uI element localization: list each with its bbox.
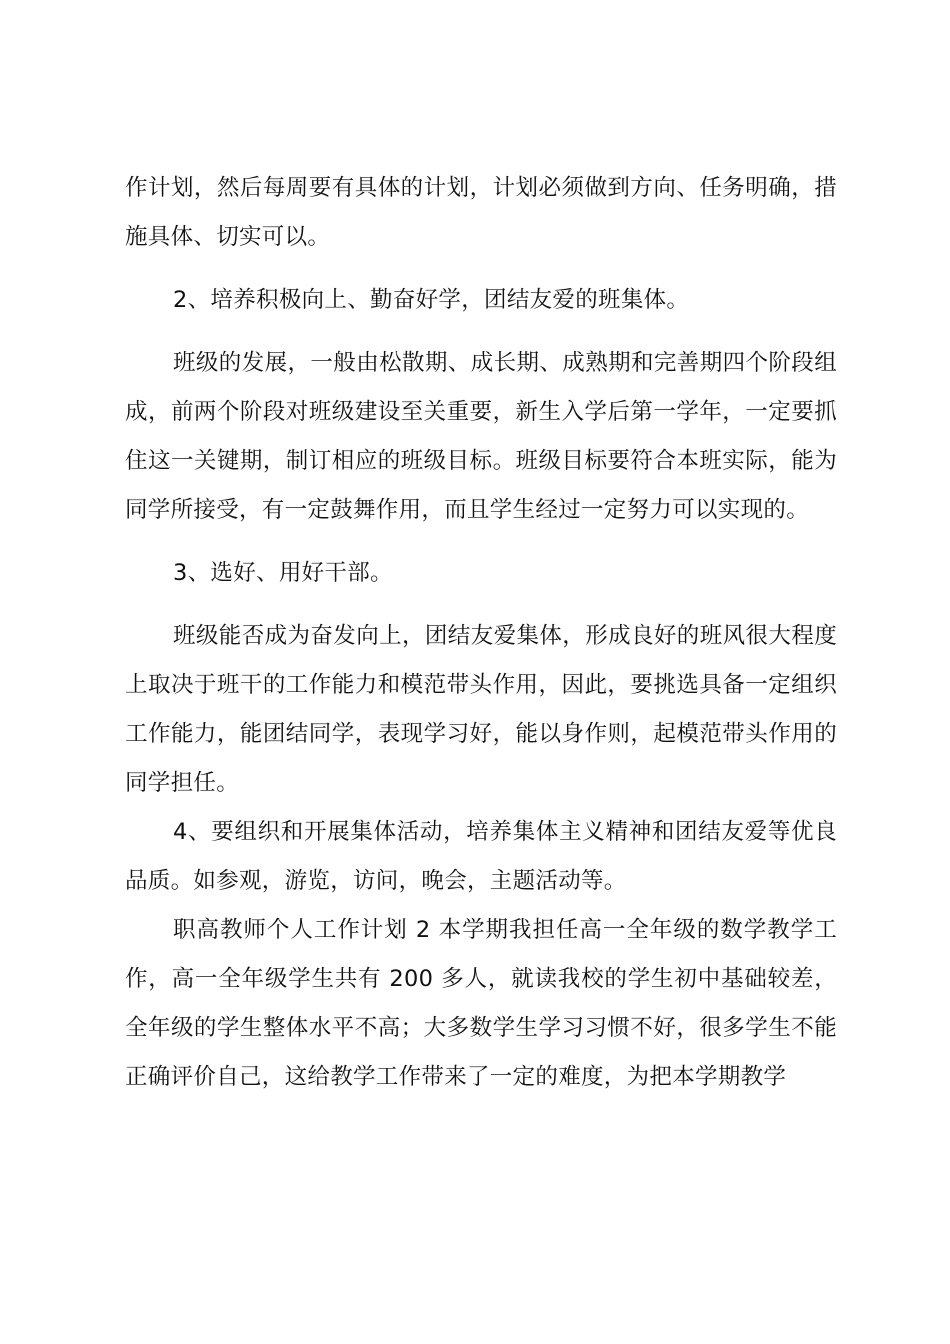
- paragraph-continuation: 作计划，然后每周要有具体的计划，计划必须做到方向、任务明确，措施具体、切实可以。: [125, 175, 837, 250]
- paragraph-item-2-heading: 2、培养积极向上、勤奋好学，团结友爱的班集体。: [173, 287, 690, 313]
- paragraph-item-4-activities: 4、要组织和开展集体活动，培养集体主义精神和团结友爱等优良品质。如参观，游览，访问，晚会，主题活动等。: [125, 819, 837, 894]
- document-body: [125, 164, 837, 1102]
- paragraph-class-cadres: 班级能否成为奋发向上，团结友爱集体，形成良好的班风很大程度上取决于班干的工作能力和模范带头作用，因此，要挑选具备一定组织工作能力，能团结同学，表现学习好，能以身作则，起模范带头作用的同学担任。: [125, 623, 837, 796]
- paragraph-work-plan-2: 职高教师个人工作计划 2 本学期我担任高一全年级的数学教学工作，高一全年级学生共有 200 多人，就读我校的学生初中基础较差，全年级的学生整体水平不高；大多数学生学习习惯不好，很多学生不能正确评价自己，这给教学工作带来了一定的难度，为把本学期教学: [125, 917, 837, 1090]
- paragraph-class-development: 班级的发展，一般由松散期、成长期、成熟期和完善期四个阶段组成，前两个阶段对班级建设至关重要，新生入学后第一学年，一定要抓住这一关键期，制订相应的班级目标。班级目标要符合本班实际，能为同学所接受，有一定鼓舞作用，而且学生经过一定努力可以实现的。: [125, 350, 837, 523]
- paragraph-item-3-heading: 3、选好、用好干部。: [173, 560, 393, 586]
